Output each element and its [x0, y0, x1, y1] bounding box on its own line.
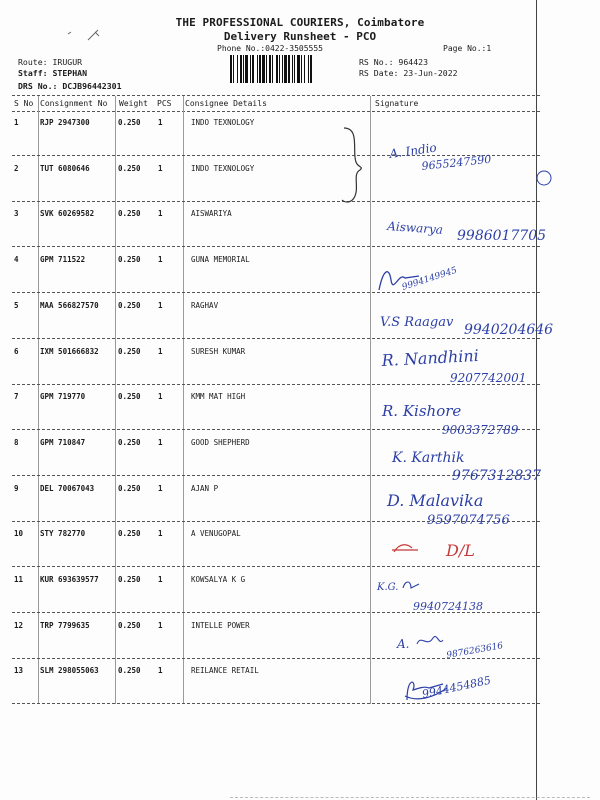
barcode-bar — [272, 55, 273, 83]
cell-sno: 2 — [14, 163, 19, 173]
barcode-bar — [294, 55, 295, 83]
cell-pcs: 1 — [158, 483, 163, 493]
cell-consignee: INTELLE POWER — [191, 620, 250, 630]
delivered-mark: D/L — [446, 541, 475, 560]
col-header-consignment: Consignment No — [40, 99, 108, 108]
cell-pcs: 1 — [158, 255, 163, 265]
signature-row-3 — [385, 212, 575, 252]
runsheet-subtitle: Delivery Runsheet - PCO — [223, 30, 377, 43]
signature-name: K. Karthik — [392, 450, 465, 466]
barcode-bar — [284, 55, 287, 83]
cell-consignee: KMM MAT HIGH — [191, 392, 246, 402]
cell-consignee: INDO TEXNOLOGY — [191, 163, 255, 173]
signature-row-10 — [390, 534, 510, 568]
cell-consignment: STY 782770 — [40, 529, 86, 539]
barcode-bar — [252, 55, 254, 83]
barcode-bar — [269, 55, 271, 83]
barcode-bar — [276, 55, 278, 83]
signature-row-6 — [380, 344, 570, 386]
signature-name: R. Nandhini — [381, 345, 480, 370]
cell-sno: 4 — [14, 255, 19, 265]
col-header-consignee: Consignee Details — [185, 99, 267, 108]
drs-number: DRS No.: DCJB96442301 — [18, 81, 122, 91]
cell-consignment: KUR 693639577 — [40, 575, 99, 584]
signature-phone: 9994149945 — [400, 265, 459, 293]
barcode-bar — [230, 55, 232, 83]
barcode-bar — [288, 55, 290, 83]
signature-name: Aiswarya — [386, 219, 444, 237]
cell-pcs: 1 — [158, 209, 163, 219]
cell-sno: 12 — [14, 620, 24, 630]
signature-name: A. — [397, 637, 410, 651]
signature-name: R. Kishore — [382, 402, 462, 420]
signature-row-5 — [378, 302, 578, 342]
barcode-bar — [308, 55, 309, 83]
cell-weight: 0.250 — [118, 620, 141, 630]
signature-phone: 9207742001 — [450, 371, 527, 385]
cell-sno: 6 — [14, 346, 19, 356]
col-header-pcs: PCS — [157, 99, 172, 108]
cell-consignee: GOOD SHEPHERD — [191, 437, 250, 447]
cell-weight: 0.250 — [118, 575, 141, 584]
company-title: THE PROFESSIONAL COURIERS, Coimbatore — [175, 16, 425, 29]
barcode-bar — [279, 55, 280, 83]
col-header-sno: S No — [14, 99, 34, 108]
cell-sno: 13 — [14, 666, 24, 676]
signature-phone: 9986017705 — [457, 228, 547, 244]
signature-phone: 9940724138 — [413, 600, 483, 613]
barcode-bar — [257, 55, 258, 83]
signature-phone: 9944454885 — [420, 673, 493, 701]
cell-sno: 7 — [14, 392, 19, 402]
brace-mark — [330, 122, 370, 206]
table-header-rule — [12, 111, 540, 112]
cell-sno: 8 — [14, 437, 19, 447]
cell-consignee: AJAN P — [191, 483, 219, 493]
table-top-rule — [12, 95, 540, 96]
signature-row-11 — [375, 574, 525, 616]
phone-number: Phone No.:0422-3505555 — [217, 44, 323, 53]
barcode-bar — [301, 55, 302, 83]
cell-consignee: INDO TEXNOLOGY — [191, 118, 255, 127]
signature-row-4 — [375, 260, 495, 300]
cell-weight: 0.250 — [118, 255, 141, 265]
cell-pcs: 1 — [158, 163, 163, 173]
cell-weight: 0.250 — [118, 483, 141, 493]
signature-row-7 — [380, 396, 570, 440]
barcode-bar — [237, 55, 238, 83]
barcode-bar — [292, 55, 293, 83]
cell-consignment: GPM 711522 — [40, 255, 86, 265]
cell-consignee: REILANCE RETAIL — [191, 666, 259, 676]
signature-row-13 — [403, 668, 543, 710]
signature-phone: 9003372789 — [442, 423, 519, 437]
signature-phone: 9767312837 — [452, 468, 542, 484]
col-header-signature: Signature — [375, 99, 419, 108]
cell-consignment: IXM 501666832 — [40, 346, 99, 356]
cell-sno: 9 — [14, 483, 19, 493]
barcode-bar — [250, 55, 251, 83]
cell-consignment: GPM 710847 — [40, 437, 86, 447]
signature-name: D. Malavika — [387, 491, 484, 510]
signature-phone: 9876263616 — [445, 641, 504, 661]
cell-weight: 0.250 — [118, 437, 141, 447]
cell-consignment: MAA 566827570 — [40, 300, 99, 310]
cell-consignee: RAGHAV — [191, 300, 219, 310]
pen-scribble — [60, 26, 110, 46]
cell-consignment: GPM 719770 — [40, 392, 86, 402]
cell-weight: 0.250 — [118, 529, 141, 539]
barcode-bar — [310, 55, 312, 83]
cell-pcs: 1 — [158, 300, 163, 310]
signature-row-1 — [372, 130, 562, 196]
cell-sno: 5 — [14, 300, 19, 310]
cell-pcs: 1 — [158, 620, 163, 630]
signature-row-8 — [390, 442, 570, 486]
cell-sno: 10 — [14, 529, 24, 539]
signature-row-9 — [385, 484, 575, 528]
cell-consignee: AISWARIYA — [191, 209, 232, 219]
rs-number: RS No.: 964423 — [359, 57, 429, 67]
staff: Staff: STEPHAN — [18, 68, 88, 78]
scan-edge — [230, 797, 590, 798]
rs-date: RS Date: 23-Jun-2022 — [359, 68, 458, 78]
barcode-bar — [245, 55, 248, 83]
barcode-bar — [266, 55, 267, 83]
signature-name: A. Indio — [388, 140, 438, 161]
barcode-bar — [297, 55, 300, 83]
barcode-bar — [262, 55, 265, 83]
cell-weight: 0.250 — [118, 346, 141, 356]
cell-consignment: TUT 6080646 — [40, 163, 90, 173]
barcode — [229, 55, 352, 83]
col-header-weight: Weight — [119, 99, 148, 108]
cell-consignee: KOWSALYA K G — [191, 575, 246, 584]
row-separator — [12, 201, 540, 202]
cell-consignee: GUNA MEMORIAL — [191, 255, 250, 265]
cell-sno: 1 — [14, 118, 19, 127]
cell-weight: 0.250 — [118, 209, 141, 219]
cell-pcs: 1 — [158, 118, 163, 127]
cell-pcs: 1 — [158, 575, 163, 584]
signature-phone: 9655247590 — [420, 152, 492, 173]
cell-consignment: DEL 70067043 — [40, 483, 95, 493]
cell-weight: 0.250 — [118, 666, 141, 676]
cell-pcs: 1 — [158, 346, 163, 356]
signature-phone: 9597074756 — [427, 513, 510, 528]
route: Route: IRUGUR — [18, 57, 83, 67]
signature-phone: 9940204646 — [464, 322, 554, 338]
cell-pcs: 1 — [158, 529, 163, 539]
signature-name: V.S Raagav — [380, 315, 454, 330]
cell-weight: 0.250 — [118, 163, 141, 173]
barcode-bar — [243, 55, 244, 83]
cell-sno: 3 — [14, 209, 19, 219]
cell-consignee: A VENUGOPAL — [191, 529, 241, 539]
signature-name: K.G. — [377, 582, 399, 593]
cell-consignment: SLM 298055063 — [40, 666, 99, 676]
signature-row-12 — [395, 626, 555, 666]
cell-pcs: 1 — [158, 392, 163, 402]
page-number: Page No.:1 — [443, 44, 492, 53]
cell-weight: 0.250 — [118, 300, 141, 310]
barcode-bar — [233, 55, 234, 83]
barcode-bar — [240, 55, 242, 83]
cell-consignment: SVK 60269582 — [40, 209, 95, 219]
barcode-bar — [304, 55, 305, 83]
cell-consignment: RJP 2947300 — [40, 118, 90, 127]
barcode-bar — [282, 55, 283, 83]
cell-weight: 0.250 — [118, 392, 141, 402]
cell-consignee: SURESH KUMAR — [191, 346, 246, 356]
cell-pcs: 1 — [158, 666, 163, 676]
cell-weight: 0.250 — [118, 118, 141, 127]
cell-pcs: 1 — [158, 437, 163, 447]
cell-consignment: TRP 7799635 — [40, 620, 90, 630]
barcode-bar — [259, 55, 261, 83]
cell-sno: 11 — [14, 575, 24, 584]
